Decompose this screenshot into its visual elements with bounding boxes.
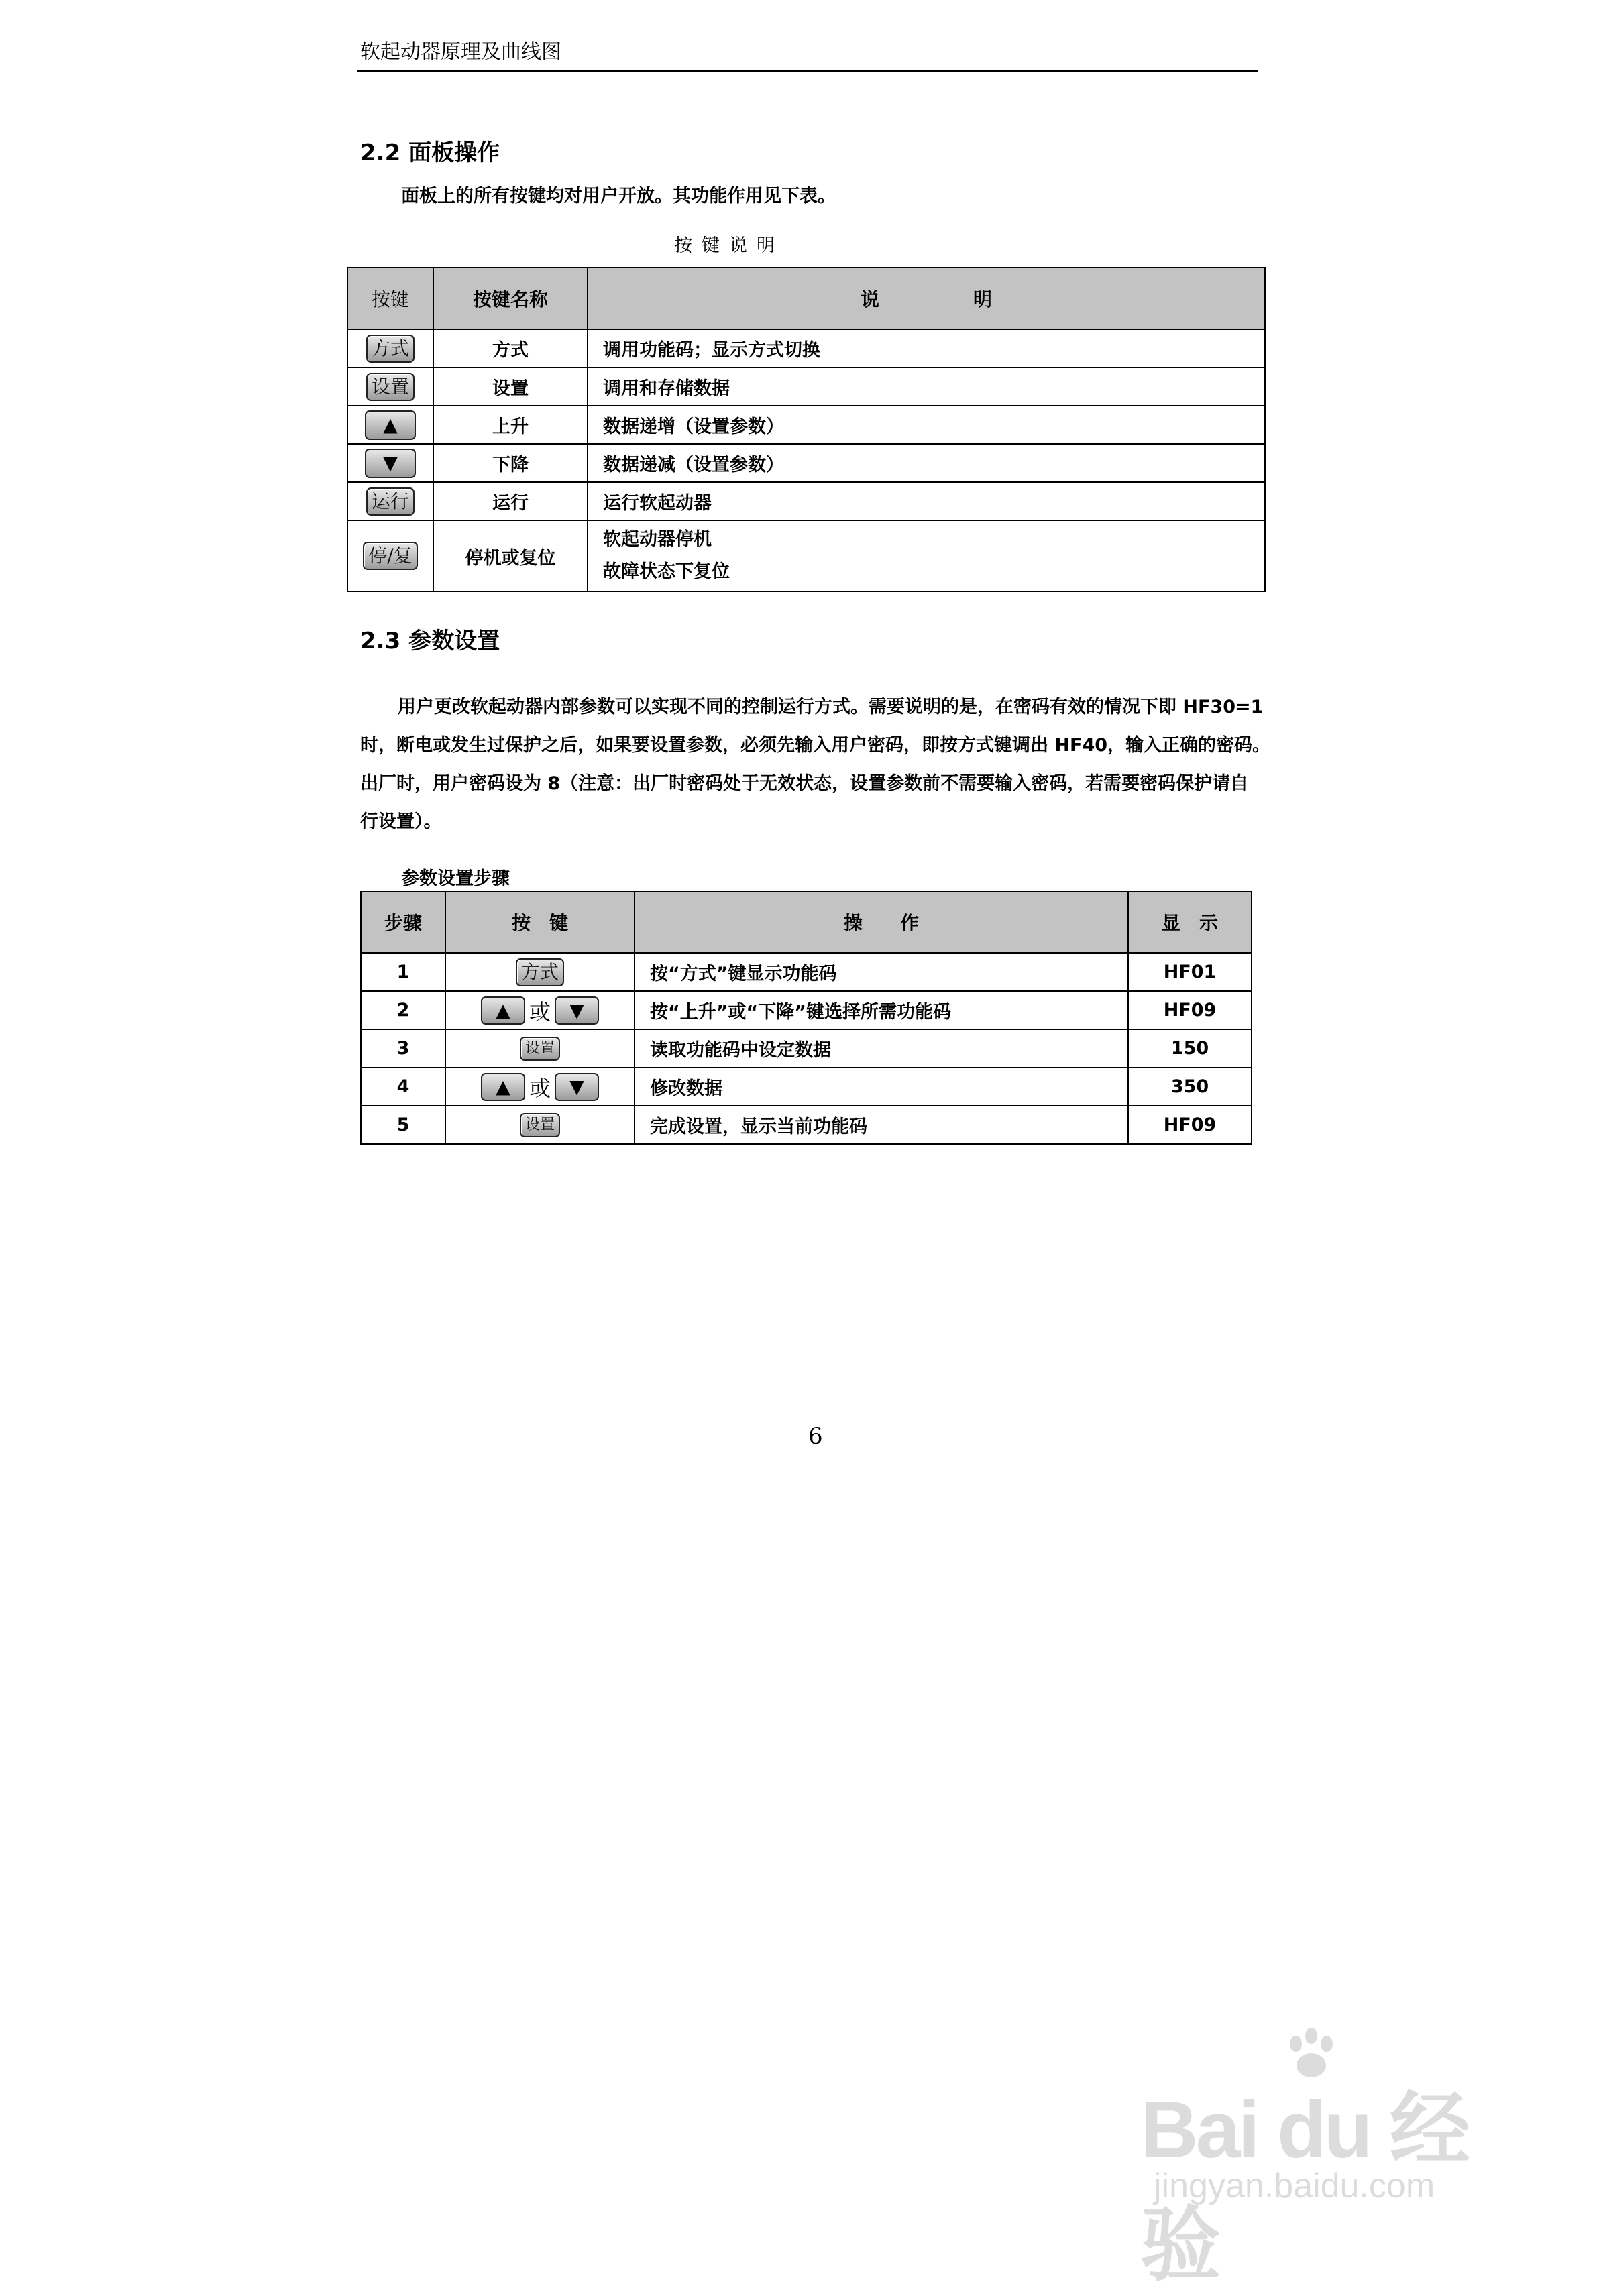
up-arrow-key-icon: ▲	[481, 996, 525, 1025]
steps-title: 参数设置步骤	[401, 868, 510, 889]
step-number: 1	[361, 953, 445, 991]
table-header-row	[361, 891, 1252, 953]
step-display: 350	[1128, 1068, 1252, 1106]
section-heading-param: 2.3 参数设置	[360, 628, 500, 654]
step-display: HF09	[1128, 1106, 1252, 1144]
table-header-row	[347, 268, 1265, 329]
step-display: HF09	[1128, 991, 1252, 1029]
key-name: 方式	[433, 329, 588, 367]
step-number: 5	[361, 1106, 445, 1144]
col-header-keys: 按 键	[445, 891, 635, 953]
table-row	[347, 482, 1265, 520]
key-description-table	[347, 267, 1266, 592]
step-operation: 按“方式”键显示功能码	[635, 953, 1128, 991]
key-desc: 数据递增（设置参数）	[588, 406, 1265, 444]
step-display: HF01	[1128, 953, 1252, 991]
col-header-op: 操 作	[635, 891, 1128, 953]
param-paragraph	[360, 688, 1271, 841]
watermark-brand: Bai du 经验	[1140, 2085, 1468, 2290]
table-row	[361, 1106, 1252, 1144]
table-row	[347, 367, 1265, 406]
header-rule	[357, 70, 1258, 72]
col-header-name: 按键名称	[433, 268, 588, 329]
watermark-url: jingyan.baidu.com	[1154, 2167, 1435, 2205]
key-desc: 运行软起动器	[588, 482, 1265, 520]
baidu-jingyan-watermark	[1140, 2025, 1543, 2290]
down-arrow-key-icon: ▼	[555, 1073, 599, 1101]
paragraph-line: 用户更改软起动器内部参数可以实现不同的控制运行方式。需要说明的是，在密码有效的情况下即 HF30=1	[398, 697, 1264, 718]
panel-intro: 面板上的所有按键均对用户开放。其功能作用见下表。	[401, 186, 836, 207]
mode-key-icon: 方式	[366, 335, 415, 363]
step-operation: 修改数据	[635, 1068, 1128, 1106]
key-name: 运行	[433, 482, 588, 520]
table-row	[347, 520, 1265, 591]
step-operation: 读取功能码中设定数据	[635, 1029, 1128, 1068]
run-key-icon: 运行	[366, 487, 415, 516]
key-desc: 调用功能码；显示方式切换	[588, 329, 1265, 367]
key-desc: 调用和存储数据	[588, 367, 1265, 406]
step-number: 2	[361, 991, 445, 1029]
step-operation: 完成设置，显示当前功能码	[635, 1106, 1128, 1144]
key-name: 停机或复位	[433, 520, 588, 591]
key-name: 上升	[433, 406, 588, 444]
or-text: 或	[529, 1075, 551, 1101]
set-key-icon: 设置	[520, 1113, 560, 1137]
key-desc-line: 故障状态下复位	[603, 561, 730, 582]
param-steps-table	[360, 891, 1252, 1145]
col-header-step: 步骤	[361, 891, 445, 953]
table-caption: 按键说明	[674, 235, 784, 256]
set-key-icon: 设置	[520, 1037, 560, 1061]
step-operation: 按“上升”或“下降”键选择所需功能码	[635, 991, 1128, 1029]
table-row	[361, 1068, 1252, 1106]
key-name: 设置	[433, 367, 588, 406]
or-text: 或	[529, 998, 551, 1025]
table-row	[347, 329, 1265, 367]
col-header-desc: 说 明	[588, 268, 1265, 329]
up-arrow-key-icon: ▲	[365, 410, 416, 440]
table-row	[361, 1029, 1252, 1068]
table-row	[347, 406, 1265, 444]
page-number: 6	[808, 1423, 823, 1450]
key-desc: 数据递减（设置参数）	[588, 444, 1265, 482]
col-header-key: 按键	[347, 268, 433, 329]
set-key-icon: 设置	[366, 373, 415, 401]
key-name: 下降	[433, 444, 588, 482]
up-arrow-key-icon: ▲	[481, 1073, 525, 1101]
step-display: 150	[1128, 1029, 1252, 1068]
paragraph-line: 时，断电或发生过保护之后，如果要设置参数，必须先输入用户密码，即按方式键调出 HF40，输入正确的密码。	[360, 735, 1271, 756]
running-header: 软起动器原理及曲线图	[360, 40, 561, 64]
step-number: 4	[361, 1068, 445, 1106]
down-arrow-key-icon: ▼	[365, 449, 416, 478]
table-row	[347, 444, 1265, 482]
col-header-display: 显 示	[1128, 891, 1252, 953]
step-number: 3	[361, 1029, 445, 1068]
table-row	[361, 953, 1252, 991]
paragraph-line: 出厂时，用户密码设为 8（注意：出厂时密码处于无效状态，设置参数前不需要输入密码，若需要密码保护请自	[360, 773, 1249, 794]
table-row	[361, 991, 1252, 1029]
paragraph-line: 行设置）。	[360, 811, 442, 832]
key-desc-line: 软起动器停机	[603, 529, 712, 550]
down-arrow-key-icon: ▼	[555, 996, 599, 1025]
section-heading-panel: 2.2 面板操作	[360, 139, 500, 166]
mode-key-icon: 方式	[516, 958, 564, 986]
stop-reset-key-icon: 停/复	[363, 542, 417, 570]
